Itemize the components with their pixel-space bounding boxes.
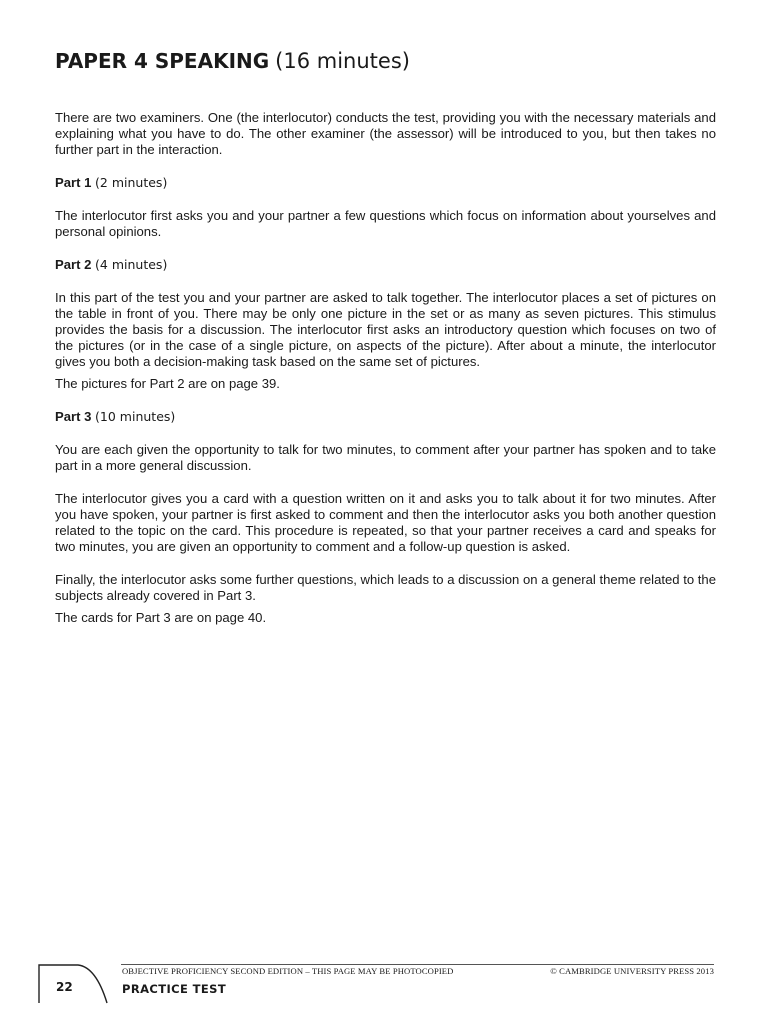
- part2-pictures-note: The pictures for Part 2 are on page 39.: [55, 376, 280, 391]
- intro-paragraph: There are two examiners. One (the interlocutor) conducts the test, providing you with the necessary materials and explaining what you have to do. The other examiner (the assessor) will be introduced to you, but then takes no further part in the interaction.: [55, 110, 716, 157]
- part2-paragraph: In this part of the test you and your partner are asked to talk together. The interlocutor places a set of pictures on the table in front of you. There may be only one picture in the set or as many as seven pictures. This stimulus provides the basis for a discussion. The interlocutor first asks an introductory question which focuses on two of the pictures (or in the case of a single picture, on aspects of the picture). After about a minute, the interlocutor gives you both a decision-making task based on the same set of pictures.: [55, 290, 716, 369]
- footer-section-title: PRACTICE TEST: [122, 982, 227, 996]
- part2-heading: [55, 257, 716, 273]
- page-title-duration: (16 minutes): [275, 49, 410, 73]
- part3-paragraph-card: The interlocutor gives you a card with a question written on it and asks you to talk about it for two minutes. After you have spoken, your partner is first asked to comment and then the interlocutor asks you both another question related to the topic on the card. This procedure is repeated, so that your partner receives a card and speaks for two minutes, you are given an opportunity to comment and a follow-up question is asked.: [55, 491, 716, 554]
- page-content: [55, 110, 716, 626]
- part1-heading: [55, 175, 716, 191]
- page-number: 22: [56, 980, 73, 994]
- page-title-main: PAPER 4 SPEAKING: [55, 49, 270, 73]
- part3-paragraph-intro: You are each given the opportunity to talk for two minutes, to comment after your partner has spoken and to take part in a more general discussion.: [55, 442, 716, 473]
- part1-paragraph: The interlocutor first asks you and your partner a few questions which focus on information about yourselves and personal opinions.: [55, 208, 716, 239]
- part2-label: Part 2: [55, 257, 92, 272]
- footer-copyright: © CAMBRIDGE UNIVERSITY PRESS 2013: [550, 966, 714, 976]
- part3-cards-note: The cards for Part 3 are on page 40.: [55, 610, 267, 625]
- part1-label: Part 1: [55, 175, 92, 190]
- part2-duration: (4 minutes): [95, 257, 168, 272]
- footer-rule: [121, 964, 714, 965]
- part3-duration: (10 minutes): [95, 409, 176, 424]
- page-tab-outline: [38, 964, 108, 1004]
- part3-label: Part 3: [55, 409, 92, 424]
- footer-photocopy-notice: OBJECTIVE PROFICIENCY SECOND EDITION – THIS PAGE MAY BE PHOTOCOPIED: [122, 966, 454, 976]
- part3-heading: [55, 409, 716, 425]
- part3-paragraph-final: Finally, the interlocutor asks some further questions, which leads to a discussion on a general theme related to the subjects already covered in Part 3.: [55, 572, 716, 603]
- page-number-tab: [38, 964, 108, 1004]
- page-title: [55, 44, 410, 78]
- part1-duration: (2 minutes): [95, 175, 168, 190]
